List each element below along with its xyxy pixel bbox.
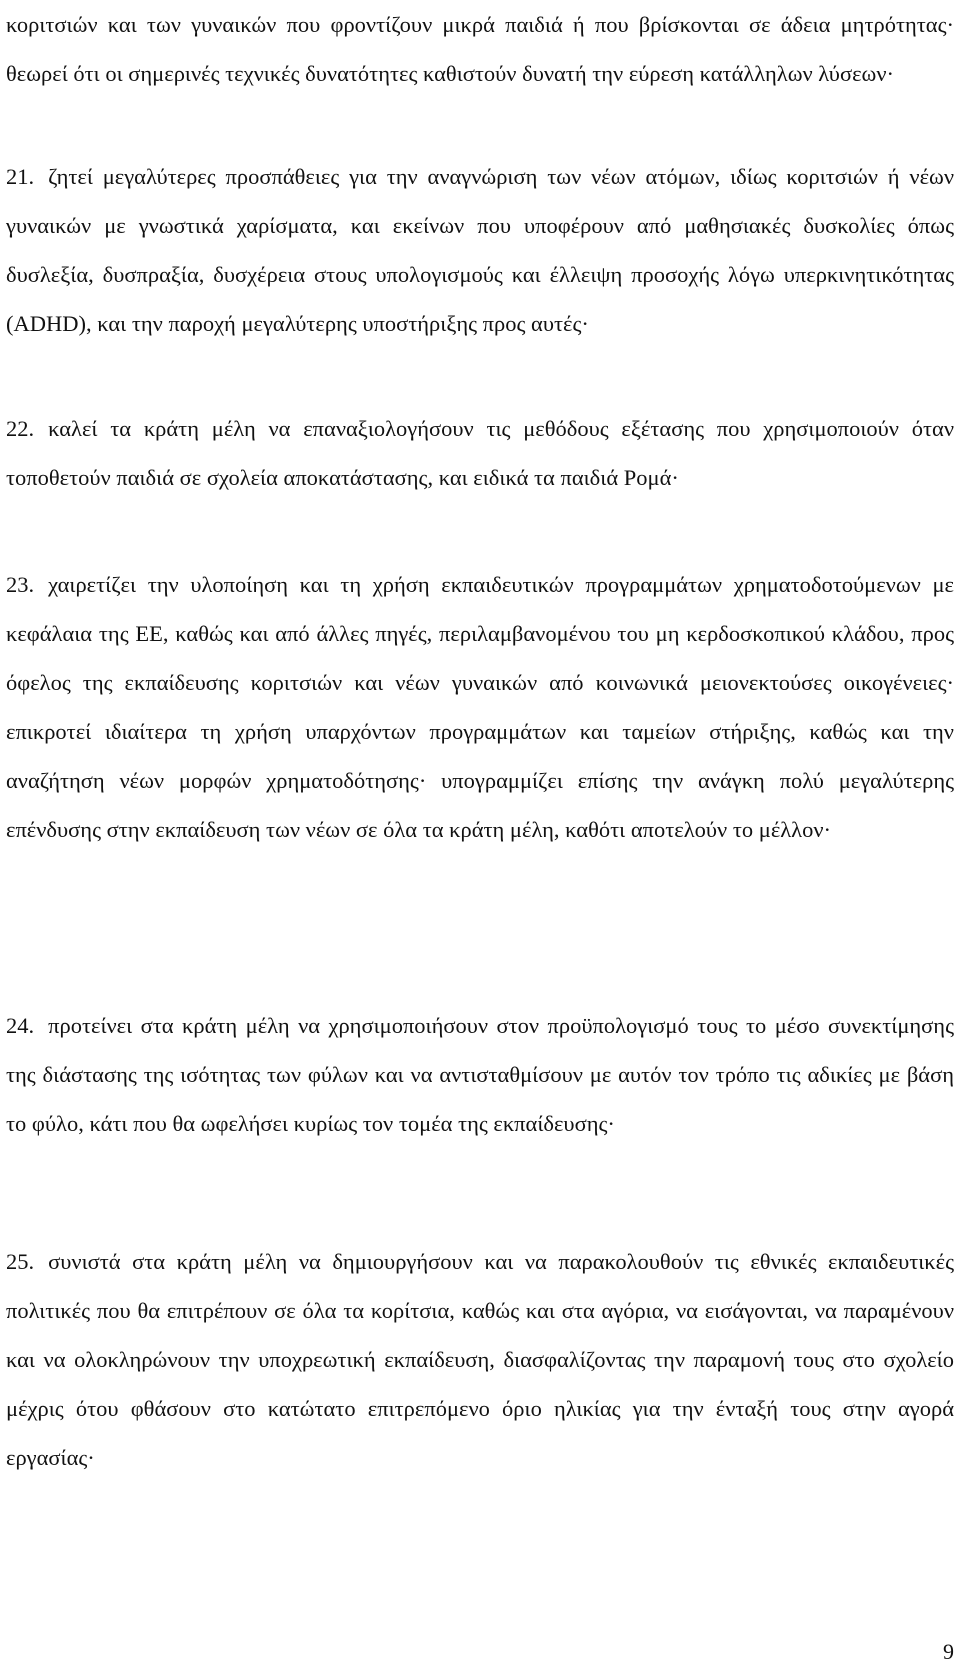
paragraph-number: 22. [6,416,35,441]
paragraph-25 [6,1237,954,1482]
paragraph-number: 24. [6,1013,35,1038]
paragraph-21 [6,152,954,348]
paragraph-22 [6,404,954,502]
paragraph-text: χαιρετίζει την υλοποίηση και τη χρήση εκπαιδευτικών προγραμμάτων χρηματοδοτούμενων με κεφάλαια της ΕΕ, καθώς και από άλλες πηγές, περιλαμβανομένου του μη κερδοσκοπικού κλάδου, προς όφελος της εκπαίδευσης κοριτσιών και νέων γυναικών από κοινωνικά μειονεκτούσες οικογένειες· επικροτεί ιδιαίτερα τη χρήση υπαρχόντων προγραμμάτων και ταμείων στήριξης, καθώς και την αναζήτηση νέων μορφών χρηματοδότησης· υπογραμμίζει επίσης την ανάγκη πολύ μεγαλύτερης επένδυσης στην εκπαίδευση των νέων σε όλα τα κράτη μέλη, καθότι αποτελούν το μέλλον· [6,572,954,842]
paragraph-text: συνιστά στα κράτη μέλη να δημιουργήσουν και να παρακολουθούν τις εθνικές εκπαιδευτικές πολιτικές που θα επιτρέπουν σε όλα τα κορίτσια, καθώς και στα αγόρια, να εισάγονται, να παραμένουν και να ολοκληρώνουν την υποχρεωτική εκπαίδευση, διασφαλίζοντας την παραμονή τους στο σχολείο μέχρις ότου φθάσουν στο κατώτατο επιτρεπόμενο όριο ηλικίας για την ένταξή τους στην αγορά εργασίας· [6,1249,954,1470]
paragraph-text: ζητεί μεγαλύτερες προσπάθειες για την αναγνώριση των νέων ατόμων, ιδίως κοριτσιών ή νέων γυναικών με γνωστικά χαρίσματα, και εκείνων που υποφέρουν από μαθησιακές δυσκολίες όπως δυσλεξία, δυσπραξία, δυσχέρεια στους υπολογισμούς και έλλειψη προσοχής λόγω υπερκινητικότητας (ADHD), και την παροχή μεγαλύτερης υποστήριξης προς αυτές· [6,164,954,336]
paragraph-number: 25. [6,1249,35,1274]
paragraph-text: καλεί τα κράτη μέλη να επαναξιολογήσουν τις μεθόδους εξέτασης που χρησιμοποιούν όταν τοποθετούν παιδιά σε σχολεία αποκατάστασης, και ειδικά τα παιδιά Ρομά· [6,416,954,490]
paragraph-24 [6,1001,954,1148]
paragraph-number: 23. [6,572,35,597]
paragraph-text: προτείνει στα κράτη μέλη να χρησιμοποιήσουν στον προϋπολογισμό τους το μέσο συνεκτίμησης της διάστασης της ισότητας των φύλων και να αντισταθμίσουν με αυτόν τον τρόπο τις αδικίες με βάση το φύλο, κάτι που θα ωφελήσει κυρίως τον τομέα της εκπαίδευσης· [6,1013,954,1136]
paragraph-text: κοριτσιών και των γυναικών που φροντίζουν μικρά παιδιά ή που βρίσκονται σε άδεια μητρότητας· θεωρεί ότι οι σημερινές τεχνικές δυνατότητες καθιστούν δυνατή την εύρεση κατάλληλων λύσεων· [6,12,954,86]
paragraph-continuation [6,0,954,98]
paragraph-23 [6,560,954,854]
page-number: 9 [943,1639,954,1664]
paragraph-number: 21. [6,164,35,189]
